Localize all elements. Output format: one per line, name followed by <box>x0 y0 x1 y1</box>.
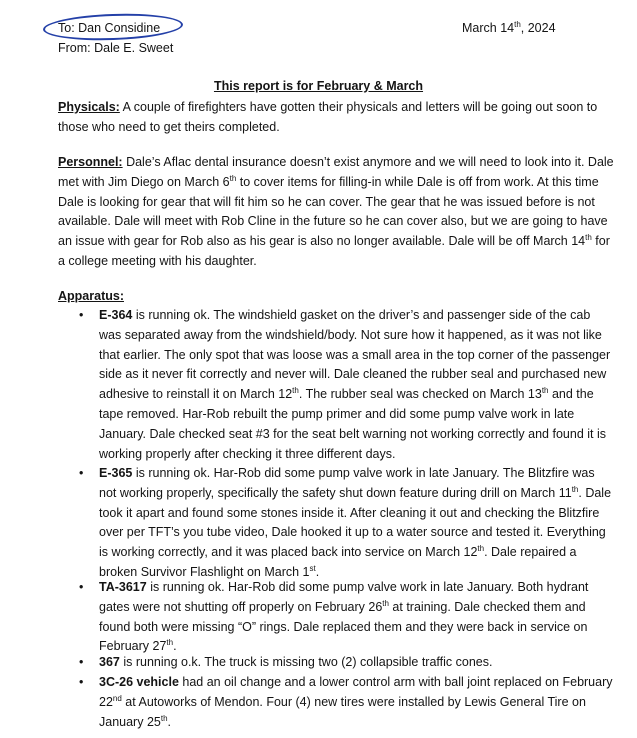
list-item-3c26: 3C-26 vehicle had an oil change and a lower control arm with ball joint replaced on February 22nd at Autoworks of Mendon. Four (4) new tires were installed by Lewis General Tire on January 25th. <box>99 675 613 729</box>
to-line: To: Dan Considine <box>58 21 161 35</box>
bullet-icon: • <box>79 466 84 480</box>
list-item-367: 367 is running o.k. The truck is missing two (2) collapsible traffic cones. <box>99 655 493 669</box>
personnel-paragraph: Personnel: Dale’s Aflac dental insurance doesn’t exist anymore and we will need to look into it. Dale met with Jim Diego on March 6th to cover items for filling-in while Dale is off from work. At this time Dale is looking for gear that will fit him so he can cover. The gear that he was issued before is not available. Dale will meet with Rob Cline in the future so he can cover also, but we are going to have an issue with gear for Rob also as his gear is also no longer available. Dale will be off March 14th for a college meeting with his daughter. <box>58 155 614 268</box>
from-line: From: Dale E. Sweet <box>58 41 174 55</box>
list-item-ta3617: TA-3617 is running ok. Har-Rob did some pump valve work in late January. Both hydrant gates were not shutting off properly on February 26th at training. Dale checked them and found both were missing “O” rings. Dale replaced them and they were back in service on February 27th. <box>99 580 589 654</box>
list-item-e364: E-364 is running ok. The windshield gasket on the driver’s and passenger side of the cab was separated away from the windshield/body. Not sure how it happened, as it was not like that earlier. The only spot that was loose was a small area in the top corner of the passenger side as it never fit correctly and never will. Dale cleaned the rubber seal and purchased new adhesive to reinstall it on March 12th. The rubber seal was checked on March 13th and the tape removed. Har-Rob rebuilt the pump primer and did some pump valve work in late January. Dale checked seat #3 for the seat belt warning not working correctly and found it is working properly after checking it three different days. <box>99 308 611 461</box>
report-date: March 14th, 2024 <box>462 20 556 35</box>
bullet-icon: • <box>79 308 84 322</box>
bullet-icon: • <box>79 675 84 689</box>
bullet-icon: • <box>79 580 84 594</box>
bullet-icon: • <box>79 655 84 669</box>
apparatus-heading: Apparatus: <box>58 289 124 303</box>
physicals-paragraph: Physicals: A couple of firefighters have gotten their physicals and letters will be going out soon to those who need to get theirs completed. <box>58 100 598 134</box>
report-title: This report is for February & March <box>213 79 424 93</box>
list-item-e365: E-365 is running ok. Har-Rob did some pump valve work in late January. The Blitzfire was not working properly, specifically the safety shut down feature during drill on March 11th. Dale took it apart and found some stones inside it. After cleaning it out and checking the Blitzfire over per TFT’s you tube video, Dale hooked it up to a water source and tested it. Everything is working correctly, and it was placed back into service on March 12th. Dale repaired a broken Survivor Flashlight on March 1st. <box>99 466 612 579</box>
physicals-label: Physicals: <box>58 100 120 114</box>
personnel-label: Personnel: <box>58 155 123 169</box>
